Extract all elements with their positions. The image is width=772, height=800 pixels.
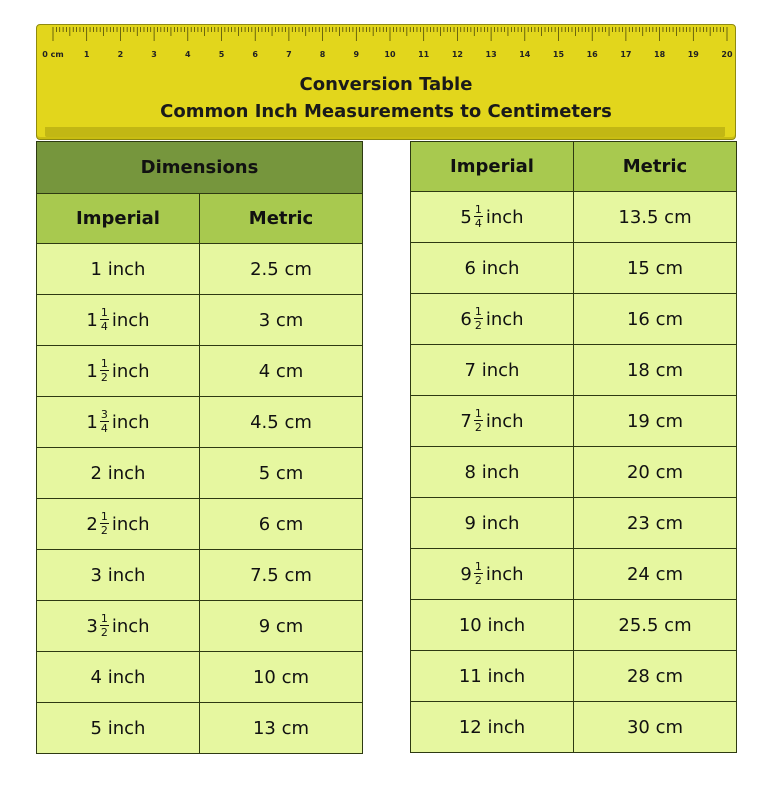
table-row: [411, 498, 737, 549]
whole-number: 5: [90, 717, 102, 739]
imperial-cell: [37, 346, 200, 397]
table-row: [411, 345, 737, 396]
metric-cell: 15 cm: [574, 243, 737, 294]
metric-cell: 13 cm: [200, 703, 363, 754]
metric-cell: 4.5 cm: [200, 397, 363, 448]
fraction-denominator: 4: [100, 421, 108, 435]
fraction: [100, 613, 109, 638]
unit-label: inch: [107, 258, 146, 280]
fraction-numerator: 1: [474, 202, 482, 216]
metric-column-header: Metric: [200, 194, 363, 244]
fraction-numerator: 1: [474, 559, 482, 573]
whole-number: 4: [90, 666, 102, 688]
imperial-cell: [37, 601, 200, 652]
ruler-unit-label: 0 cm: [42, 50, 64, 59]
unit-label: inch: [111, 309, 150, 331]
imperial-cell: [411, 498, 574, 549]
ruler-number: 8: [319, 50, 326, 59]
table-row: [37, 448, 363, 499]
imperial-cell: [411, 294, 574, 345]
whole-number: 5: [460, 206, 472, 228]
unit-label: inch: [107, 462, 146, 484]
imperial-cell: [37, 295, 200, 346]
ruler-number: 9: [353, 50, 360, 59]
page-title: Conversion Table: [299, 74, 473, 95]
whole-number: 2: [90, 462, 102, 484]
table-row: [411, 600, 737, 651]
fraction-numerator: 1: [100, 509, 108, 523]
ruler-number: 14: [519, 50, 531, 59]
ruler-number: 3: [151, 50, 157, 59]
table-row: [37, 397, 363, 448]
ruler-number: 10: [384, 50, 396, 59]
table-row: [37, 346, 363, 397]
whole-number: 3: [86, 615, 98, 637]
whole-number: 6: [460, 308, 472, 330]
fraction-denominator: 2: [100, 523, 108, 537]
unit-label: inch: [487, 614, 526, 636]
fraction-denominator: 4: [474, 216, 482, 230]
whole-number: 9: [460, 563, 472, 585]
fraction-numerator: 1: [474, 406, 482, 420]
table-row: [37, 703, 363, 754]
dimensions-header: Dimensions: [37, 142, 363, 194]
table-row: [37, 499, 363, 550]
unit-label: inch: [487, 665, 526, 687]
ruler-number: 12: [451, 50, 463, 59]
metric-cell: 6 cm: [200, 499, 363, 550]
imperial-cell: [37, 499, 200, 550]
ruler-numbers: [37, 50, 737, 62]
metric-cell: 9 cm: [200, 601, 363, 652]
imperial-cell: [411, 396, 574, 447]
imperial-cell: [411, 243, 574, 294]
unit-label: inch: [485, 563, 524, 585]
table-row: [37, 652, 363, 703]
table-row: [411, 294, 737, 345]
ruler-number: 2: [117, 50, 124, 59]
unit-label: inch: [485, 410, 524, 432]
fraction-numerator: 1: [100, 356, 108, 370]
unit-label: inch: [487, 716, 526, 738]
table-row: [411, 702, 737, 753]
whole-number: 11: [458, 665, 482, 687]
unit-label: inch: [107, 717, 146, 739]
fraction-numerator: 1: [100, 611, 108, 625]
imperial-cell: [37, 703, 200, 754]
metric-cell: 30 cm: [574, 702, 737, 753]
ruler-number: 17: [620, 50, 632, 59]
metric-cell: 4 cm: [200, 346, 363, 397]
metric-cell: 13.5 cm: [574, 192, 737, 243]
whole-number: 3: [90, 564, 102, 586]
unit-label: inch: [107, 564, 146, 586]
imperial-cell: [411, 600, 574, 651]
ruler-number: 7: [286, 50, 292, 59]
imperial-column-header: Imperial: [411, 142, 574, 192]
whole-number: 7: [464, 359, 476, 381]
whole-number: 10: [458, 614, 482, 636]
whole-number: 8: [464, 461, 476, 483]
fraction: [474, 408, 483, 433]
fraction: [474, 306, 483, 331]
conversion-table-left: [36, 141, 363, 754]
fraction: [474, 204, 483, 229]
table-row: [37, 244, 363, 295]
imperial-cell: [411, 192, 574, 243]
fraction: [100, 358, 109, 383]
table-row: [411, 396, 737, 447]
metric-cell: 20 cm: [574, 447, 737, 498]
ruler-number: 20: [721, 50, 733, 59]
fraction: [100, 409, 109, 434]
unit-label: inch: [111, 411, 150, 433]
whole-number: 2: [86, 513, 98, 535]
page-subtitle: Common Inch Measurements to Centimeters: [160, 101, 612, 122]
metric-cell: 28 cm: [574, 651, 737, 702]
fraction: [474, 561, 483, 586]
whole-number: 9: [464, 512, 476, 534]
imperial-cell: [37, 550, 200, 601]
unit-label: inch: [111, 360, 150, 382]
table-row: [411, 651, 737, 702]
unit-label: inch: [111, 615, 150, 637]
unit-label: inch: [481, 257, 520, 279]
fraction-denominator: 2: [100, 370, 108, 384]
fraction-numerator: 3: [100, 407, 108, 421]
ruler-number: 5: [218, 50, 225, 59]
ruler-number: 1: [83, 50, 90, 59]
unit-label: inch: [107, 666, 146, 688]
metric-cell: 18 cm: [574, 345, 737, 396]
imperial-cell: [411, 651, 574, 702]
metric-cell: 5 cm: [200, 448, 363, 499]
table-row: [37, 601, 363, 652]
metric-cell: 23 cm: [574, 498, 737, 549]
unit-label: inch: [485, 308, 524, 330]
fraction-numerator: 1: [100, 305, 108, 319]
imperial-cell: [411, 345, 574, 396]
ruler-banner: [36, 24, 736, 140]
fraction-denominator: 4: [100, 319, 108, 333]
whole-number: 12: [458, 716, 482, 738]
unit-label: inch: [481, 359, 520, 381]
imperial-cell: [37, 448, 200, 499]
fraction-denominator: 2: [474, 573, 482, 587]
ruler-number: 18: [654, 50, 666, 59]
imperial-cell: [37, 397, 200, 448]
ruler-number: 19: [687, 50, 699, 59]
whole-number: 1: [90, 258, 102, 280]
imperial-cell: [37, 244, 200, 295]
conversion-table-right: [410, 141, 737, 753]
table-row: [411, 243, 737, 294]
fraction: [100, 307, 109, 332]
metric-cell: 2.5 cm: [200, 244, 363, 295]
ruler-number: 11: [418, 50, 430, 59]
table-row: [37, 295, 363, 346]
unit-label: inch: [485, 206, 524, 228]
metric-cell: 7.5 cm: [200, 550, 363, 601]
imperial-column-header: Imperial: [37, 194, 200, 244]
imperial-cell: [411, 447, 574, 498]
metric-cell: 3 cm: [200, 295, 363, 346]
fraction-denominator: 2: [100, 625, 108, 639]
imperial-cell: [37, 652, 200, 703]
table-row: [411, 447, 737, 498]
whole-number: 7: [460, 410, 472, 432]
ruler-number: 13: [485, 50, 497, 59]
unit-label: inch: [481, 461, 520, 483]
whole-number: 6: [464, 257, 476, 279]
ruler-number: 6: [252, 50, 258, 59]
unit-label: inch: [111, 513, 150, 535]
metric-cell: 19 cm: [574, 396, 737, 447]
ruler-bottom-edge: [45, 127, 725, 137]
imperial-cell: [411, 549, 574, 600]
table-row: [37, 550, 363, 601]
ruler-number: 16: [586, 50, 598, 59]
whole-number: 1: [86, 360, 98, 382]
imperial-cell: [411, 702, 574, 753]
whole-number: 1: [86, 309, 98, 331]
table-row: [411, 549, 737, 600]
whole-number: 1: [86, 411, 98, 433]
metric-cell: 10 cm: [200, 652, 363, 703]
fraction-denominator: 2: [474, 420, 482, 434]
unit-label: inch: [481, 512, 520, 534]
metric-cell: 25.5 cm: [574, 600, 737, 651]
metric-cell: 24 cm: [574, 549, 737, 600]
ruler-number: 15: [552, 50, 565, 59]
table-row: [411, 192, 737, 243]
fraction-numerator: 1: [474, 304, 482, 318]
ruler-number: 4: [185, 50, 191, 59]
metric-column-header: Metric: [574, 142, 737, 192]
fraction: [100, 511, 109, 536]
metric-cell: 16 cm: [574, 294, 737, 345]
fraction-denominator: 2: [474, 318, 482, 332]
